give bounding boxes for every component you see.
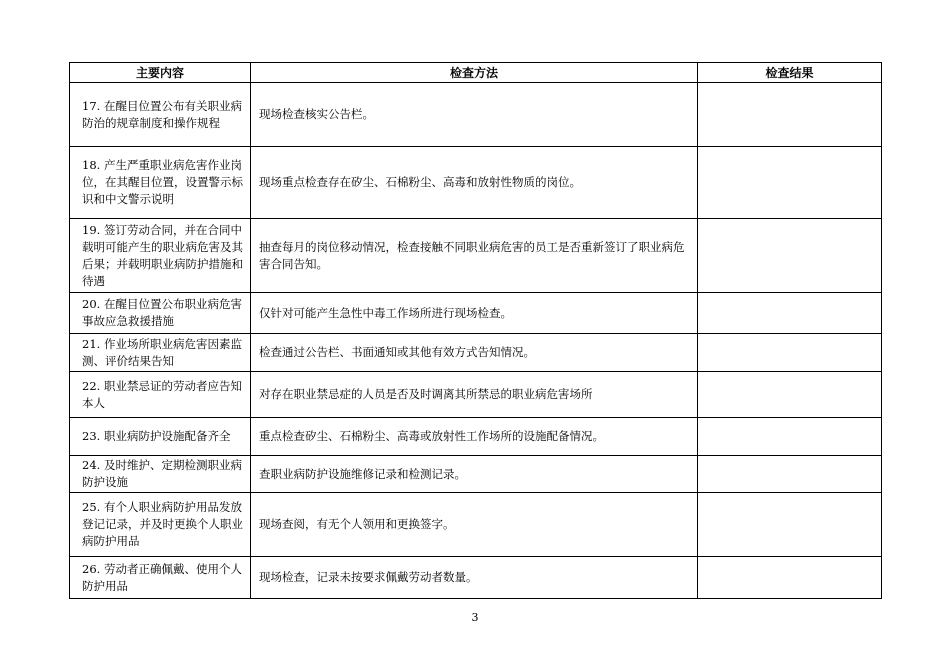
row-method: 现场检查核实公告栏。 [251,83,698,147]
row-content: 26. 劳动者正确佩戴、使用个人防护用品 [70,557,251,599]
row-content: 17. 在醒目位置公布有关职业病防治的规章制度和操作规程 [70,83,251,147]
row-method: 对存在职业禁忌症的人员是否及时调离其所禁忌的职业病危害场所 [251,372,698,418]
table-row [70,83,882,147]
row-method: 现场检查，记录未按要求佩戴劳动者数量。 [251,557,698,599]
row-result [698,418,882,456]
row-method: 抽查每月的岗位移动情况，检查接触不同职业病危害的员工是否重新签订了职业病危害合同告知。 [251,219,698,293]
row-result [698,456,882,493]
row-content: 23. 职业病防护设施配备齐全 [70,418,251,456]
row-result [698,83,882,147]
table-row [70,147,882,219]
row-result [698,557,882,599]
row-content: 19. 签订劳动合同，并在合同中载明可能产生的职业病危害及其后果；并载明职业病防护措施和待遇 [70,219,251,293]
row-content: 18. 产生严重职业病危害作业岗位，在其醒目位置，设置警示标识和中文警示说明 [70,147,251,219]
row-content: 25. 有个人职业病防护用品发放登记记录，并及时更换个人职业病防护用品 [70,493,251,557]
table-row [70,456,882,493]
table-row [70,372,882,418]
table-row [70,293,882,334]
header-check-method: 检查方法 [251,63,698,83]
row-result [698,147,882,219]
row-result [698,219,882,293]
table-row [70,418,882,456]
row-method: 查职业病防护设施维修记录和检测记录。 [251,456,698,493]
row-content: 20. 在醒目位置公布职业病危害事故应急救援措施 [70,293,251,334]
row-result [698,293,882,334]
table-row [70,493,882,557]
row-method: 现场重点检查存在矽尘、石棉粉尘、高毒和放射性物质的岗位。 [251,147,698,219]
row-result [698,493,882,557]
row-result [698,334,882,372]
header-main-content: 主要内容 [70,63,251,83]
row-method: 检查通过公告栏、书面通知或其他有效方式告知情况。 [251,334,698,372]
row-method: 重点检查矽尘、石棉粉尘、高毒或放射性工作场所的设施配备情况。 [251,418,698,456]
row-method: 仅针对可能产生急性中毒工作场所进行现场检查。 [251,293,698,334]
table-row [70,334,882,372]
inspection-table [69,62,882,599]
table-row [70,219,882,293]
row-content: 21. 作业场所职业病危害因素监测、评价结果告知 [70,334,251,372]
page-number: 3 [471,611,479,624]
table-header-row [70,63,882,83]
row-method: 现场查阅，有无个人领用和更换签字。 [251,493,698,557]
row-result [698,372,882,418]
table-row [70,557,882,599]
header-check-result: 检查结果 [698,63,882,83]
row-content: 24. 及时维护、定期检测职业病防护设施 [70,456,251,493]
row-content: 22. 职业禁忌证的劳动者应告知本人 [70,372,251,418]
